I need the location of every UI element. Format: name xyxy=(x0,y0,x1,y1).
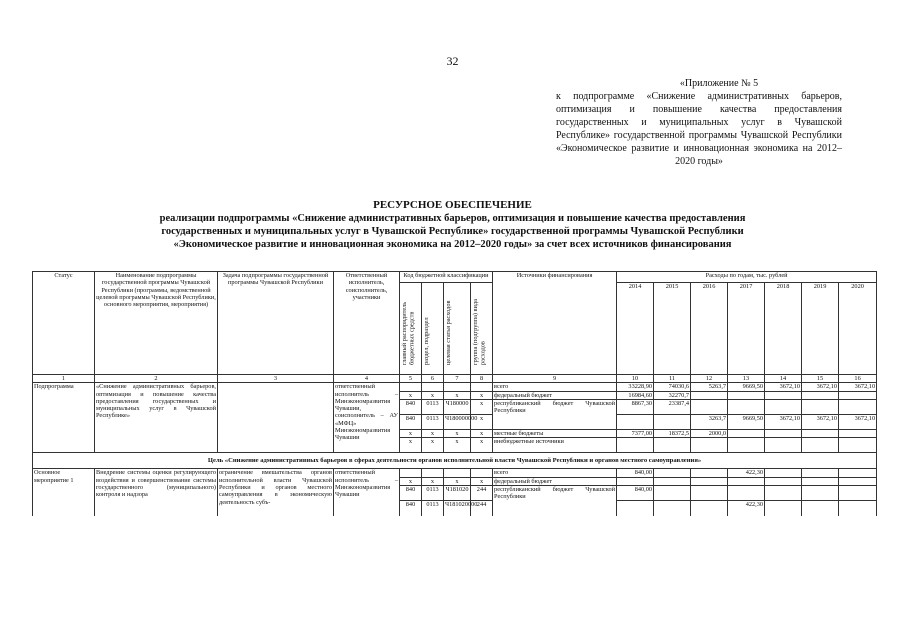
value-cell: 9669,50 xyxy=(728,383,765,391)
header-year-2020: 2020 xyxy=(839,283,877,375)
value-cell: 3263,7 xyxy=(691,414,728,429)
value-cell xyxy=(617,438,654,453)
value-cell xyxy=(728,399,765,414)
source-cell: федеральный бюджет xyxy=(493,477,617,485)
value-cell xyxy=(654,501,691,516)
value-cell xyxy=(802,486,839,501)
value-cell: 8867,30 xyxy=(617,399,654,414)
resource-table xyxy=(32,271,877,516)
code-group xyxy=(471,383,493,391)
code-group: x xyxy=(471,414,493,429)
value-cell xyxy=(691,486,728,501)
heading-line-2: государственных и муниципальных услуг в Чувашской Республике» государственной программы Чувашской Республики xyxy=(161,226,744,237)
value-cell xyxy=(839,486,877,501)
column-number: 16 xyxy=(839,375,877,383)
column-number: 1 xyxy=(33,375,95,383)
block2-task: ограничение вмешательства органов исполнительной власти Чувашской Республики и органов местного самоуправления в экономическую деятельность субъ- xyxy=(218,469,334,516)
header-task: Задача подпрограммы государственной программы Чувашской Республики xyxy=(218,272,334,375)
code-section: 0113 xyxy=(422,399,444,414)
column-number: 2 xyxy=(95,375,218,383)
column-numbers-row xyxy=(33,375,877,383)
code-group: x xyxy=(471,438,493,453)
block1-name: «Снижение административных барьеров, оптимизация и повышение качества предоставления государственных и муниципальных услуг в Чувашской Республике» xyxy=(95,383,218,453)
code-section: x xyxy=(422,438,444,453)
source-cell: федеральный бюджет xyxy=(493,391,617,399)
code-target: x xyxy=(444,438,471,453)
value-cell xyxy=(691,399,728,414)
heading-line-1: реализации подпрограммы «Снижение административных барьеров, оптимизация и повышение качества предоставления xyxy=(159,213,746,224)
value-cell xyxy=(617,414,654,429)
value-cell xyxy=(839,399,877,414)
value-cell xyxy=(691,501,728,516)
value-cell xyxy=(839,477,877,485)
header-year-2019: 2019 xyxy=(802,283,839,375)
block2-executor: ответственный исполнитель – Минэкономразвития Чувашии xyxy=(334,469,400,516)
code-grbs xyxy=(400,383,422,391)
column-number: 15 xyxy=(802,375,839,383)
value-cell: 7377,00 xyxy=(617,429,654,437)
value-cell: 3672,10 xyxy=(839,414,877,429)
code-section: 0113 xyxy=(422,486,444,501)
code-group: x xyxy=(471,391,493,399)
value-cell: 3672,10 xyxy=(765,414,802,429)
value-cell xyxy=(765,469,802,477)
value-cell xyxy=(802,391,839,399)
value-cell: 3672,10 xyxy=(802,383,839,391)
header-expenses: Расходы по годам, тыс. рублей xyxy=(617,272,877,283)
value-cell xyxy=(691,477,728,485)
column-number: 11 xyxy=(654,375,691,383)
goal-text: Цель «Снижение административных барьеров в сферах деятельности органов исполнительной власти Чувашской Республики и органов местного самоуправления» xyxy=(33,453,877,469)
value-cell: 18372,5 xyxy=(654,429,691,437)
code-target: Ч181020 xyxy=(444,486,471,501)
column-number: 10 xyxy=(617,375,654,383)
code-target: x xyxy=(444,429,471,437)
block1-task xyxy=(218,383,334,453)
value-cell xyxy=(802,501,839,516)
value-cell xyxy=(765,486,802,501)
code-group xyxy=(471,469,493,477)
value-cell xyxy=(802,429,839,437)
code-section xyxy=(422,383,444,391)
value-cell xyxy=(728,391,765,399)
value-cell: 2000,0 xyxy=(691,429,728,437)
block2-name: Внедрение системы оценки регулирующего воздействия и совершенствование системы государственного (муниципального) контроля и надзора xyxy=(95,469,218,516)
code-section: x xyxy=(422,477,444,485)
code-group: 244 xyxy=(471,501,493,516)
code-group: x xyxy=(471,399,493,414)
code-grbs: x xyxy=(400,429,422,437)
column-number: 9 xyxy=(493,375,617,383)
code-section: x xyxy=(422,429,444,437)
header-code-section: раздел, подраздел xyxy=(422,283,444,375)
source-cell: всего xyxy=(493,383,617,391)
value-cell xyxy=(765,429,802,437)
header-name: Наименование подпрограммы государственной программы Чувашской Республики (программы, ведомственной целевой программы Чувашской Республики, основного мероприятия, мероприятия) xyxy=(95,272,218,375)
column-number: 14 xyxy=(765,375,802,383)
header-year-2017: 2017 xyxy=(728,283,765,375)
column-number: 6 xyxy=(422,375,444,383)
source-cell: местные бюджеты xyxy=(493,429,617,437)
header-year-2018: 2018 xyxy=(765,283,802,375)
value-cell: 3672,10 xyxy=(802,414,839,429)
value-cell xyxy=(654,486,691,501)
source-cell: всего xyxy=(493,469,617,477)
value-cell xyxy=(839,429,877,437)
value-cell: 840,00 xyxy=(617,486,654,501)
document-heading xyxy=(0,199,905,251)
value-cell: 9669,50 xyxy=(728,414,765,429)
block1-executor: ответственный исполнитель – Минэкономразвития Чувашии, соисполнитель – АУ «МФЦ» Минэкономразвития Чувашии xyxy=(334,383,400,453)
value-cell xyxy=(839,469,877,477)
value-cell xyxy=(765,399,802,414)
header-year-2016: 2016 xyxy=(691,283,728,375)
source-cell: республиканский бюджет Чувашской Республики xyxy=(493,399,617,429)
code-grbs: 840 xyxy=(400,414,422,429)
appendix-body: к подпрограмме «Снижение административных барьеров, оптимизация и повышение качества предоставления государственных и муниципальных услуг в Чувашской Республике» государственной программы Чувашской Республики «Экономическое развитие и инновационная экономика на 2012–2020 годы» xyxy=(556,91,842,167)
code-group: x xyxy=(471,477,493,485)
code-section xyxy=(422,469,444,477)
appendix-note xyxy=(556,77,842,168)
value-cell: 33228,90 xyxy=(617,383,654,391)
value-cell xyxy=(728,438,765,453)
code-grbs: 840 xyxy=(400,501,422,516)
code-grbs: x xyxy=(400,391,422,399)
column-number: 5 xyxy=(400,375,422,383)
value-cell: 840,00 xyxy=(617,469,654,477)
value-cell xyxy=(839,438,877,453)
code-section: 0113 xyxy=(422,501,444,516)
code-section: x xyxy=(422,391,444,399)
table-row xyxy=(33,469,877,477)
code-target: x xyxy=(444,391,471,399)
value-cell: 5263,7 xyxy=(691,383,728,391)
code-target: x xyxy=(444,477,471,485)
value-cell xyxy=(802,477,839,485)
code-grbs: x xyxy=(400,438,422,453)
value-cell xyxy=(728,477,765,485)
header-code-grbs: главный распорядитель бюджетных средств xyxy=(400,283,422,375)
value-cell xyxy=(654,438,691,453)
value-cell xyxy=(617,477,654,485)
value-cell xyxy=(691,438,728,453)
value-cell xyxy=(765,501,802,516)
code-target xyxy=(444,469,471,477)
heading-title: РЕСУРСНОЕ ОБЕСПЕЧЕНИЕ xyxy=(373,199,532,211)
value-cell: 3672,10 xyxy=(765,383,802,391)
value-cell: 422,30 xyxy=(728,501,765,516)
goal-row xyxy=(33,453,877,469)
code-grbs: x xyxy=(400,477,422,485)
header-sources: Источники финансирования xyxy=(493,272,617,375)
value-cell xyxy=(654,414,691,429)
value-cell xyxy=(802,438,839,453)
value-cell: 32270,7 xyxy=(654,391,691,399)
header-code-target: целевая статья расходов xyxy=(444,283,471,375)
value-cell xyxy=(654,477,691,485)
value-cell xyxy=(728,486,765,501)
value-cell xyxy=(839,391,877,399)
block1-status: Подпрограмма xyxy=(33,383,95,453)
header-code-group: группа (подгруппа) вида расходов xyxy=(471,283,493,375)
code-target: Ч180000000 xyxy=(444,414,471,429)
header-year-2015: 2015 xyxy=(654,283,691,375)
code-group: x xyxy=(471,429,493,437)
code-grbs: 840 xyxy=(400,399,422,414)
code-target: Ч181020000 xyxy=(444,501,471,516)
value-cell xyxy=(691,391,728,399)
code-target xyxy=(444,383,471,391)
value-cell xyxy=(802,399,839,414)
column-number: 4 xyxy=(334,375,400,383)
column-number: 8 xyxy=(471,375,493,383)
page-number: 32 xyxy=(446,54,459,68)
code-grbs: 840 xyxy=(400,486,422,501)
value-cell xyxy=(728,429,765,437)
header-year-2014: 2014 xyxy=(617,283,654,375)
heading-line-3: «Экономическое развитие и инновационная экономика на 2012–2020 годы» за счет всех источников финансирования xyxy=(173,239,732,250)
value-cell xyxy=(691,469,728,477)
value-cell: 16984,60 xyxy=(617,391,654,399)
value-cell: 3672,10 xyxy=(839,383,877,391)
column-number: 12 xyxy=(691,375,728,383)
appendix-title: «Приложение № 5 xyxy=(679,78,759,89)
source-cell: республиканский бюджет Чувашской Республики xyxy=(493,486,617,516)
column-number: 7 xyxy=(444,375,471,383)
value-cell xyxy=(617,501,654,516)
code-target: Ч180000 xyxy=(444,399,471,414)
value-cell xyxy=(765,438,802,453)
column-number: 13 xyxy=(728,375,765,383)
value-cell xyxy=(802,469,839,477)
value-cell xyxy=(654,469,691,477)
header-executor: Ответственный исполнитель, соисполнитель, участники xyxy=(334,272,400,375)
value-cell: 74030,6 xyxy=(654,383,691,391)
code-group: 244 xyxy=(471,486,493,501)
header-budget-code: Код бюджетной классификации xyxy=(400,272,493,283)
header-status: Статус xyxy=(33,272,95,375)
block2-status: Основное мероприятие 1 xyxy=(33,469,95,516)
table-row xyxy=(33,383,877,391)
value-cell xyxy=(765,477,802,485)
value-cell: 23387,4 xyxy=(654,399,691,414)
value-cell: 422,30 xyxy=(728,469,765,477)
code-section: 0113 xyxy=(422,414,444,429)
value-cell xyxy=(765,391,802,399)
column-number: 3 xyxy=(218,375,334,383)
code-grbs xyxy=(400,469,422,477)
source-cell: внебюджетные источники xyxy=(493,438,617,453)
value-cell xyxy=(839,501,877,516)
